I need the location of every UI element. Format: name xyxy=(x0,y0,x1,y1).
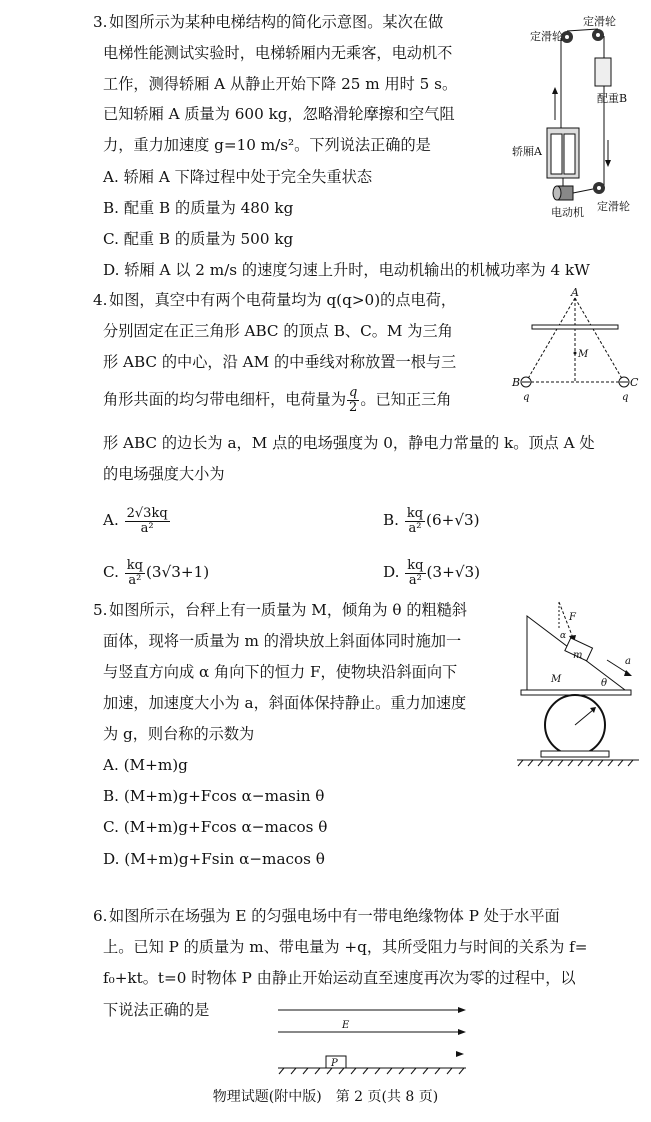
opt-label: C. xyxy=(103,563,119,581)
charged-rod xyxy=(532,325,618,329)
q5-option-b: B. (M+m)g+Fcos α−masin θ xyxy=(103,787,325,805)
opt-tail: (6+√3) xyxy=(426,511,480,529)
scale-dial xyxy=(545,695,605,755)
q4-line-4-text: 角形共面的均匀带电细杆，电荷量为 xyxy=(103,390,346,409)
label-accel: a xyxy=(625,656,631,667)
counterweight-block xyxy=(595,58,611,86)
opt-label: A. xyxy=(103,511,119,529)
frac-den: a² xyxy=(408,520,422,536)
q4-option-d xyxy=(383,557,480,588)
frac-num: kq xyxy=(126,557,143,573)
opt-label: B. xyxy=(383,511,399,529)
q6-number: 6. xyxy=(93,907,108,925)
label-b: B xyxy=(512,376,521,389)
motor-icon xyxy=(553,186,573,200)
q5-line-5: 为 g，则台称的示数为 xyxy=(103,725,255,743)
label-alpha: α xyxy=(560,631,567,641)
label-m-big: M xyxy=(551,674,562,685)
q3-line-4: 已知轿厢 A 质量为 600 kg，忽略滑轮摩擦和空气阻 xyxy=(103,105,455,123)
frac-den: a² xyxy=(140,520,154,536)
q3-line-3: 工作，测得轿厢 A 从静止开始下降 25 m 用时 5 s。 xyxy=(103,75,458,93)
q4-line-3: 形 ABC 的中心，沿 AM 的中垂线对称放置一根与三 xyxy=(103,353,457,371)
q4-number: 4. xyxy=(93,291,108,309)
q4-line-5: 形 ABC 的边长为 a，M 点的电场强度为 0，静电力常量的 k。顶点 A 处 xyxy=(103,434,595,452)
q3-option-c: C. 配重 B 的质量为 500 kg xyxy=(103,230,294,248)
label-c: C xyxy=(630,376,639,389)
frac-num: kq xyxy=(406,505,424,521)
pulley-bottom-icon xyxy=(593,182,605,194)
q5-line-4: 加速，加速度大小为 a，斜面体保持静止。重力加速度 xyxy=(103,694,467,712)
label-a: A xyxy=(571,286,579,299)
q3-elevator-figure xyxy=(512,10,645,220)
label-e: E xyxy=(342,1020,350,1031)
page-footer: 物理试题(附中版) 第 2 页(共 8 页) xyxy=(212,1089,439,1105)
opt-label: D. xyxy=(383,563,400,581)
opt-tail: (3√3+1) xyxy=(145,563,210,581)
q5-line-2: 面体，现将一质量为 m 的滑块放上斜面体同时施加一 xyxy=(103,632,462,650)
q6-line-3: f₀+kt。t=0 时物体 P 由静止开始运动直至速度再次为零的过程中，以 xyxy=(103,969,576,987)
q5-option-d: D. (M+m)g+Fsin α−macos θ xyxy=(103,850,325,868)
elevator-car xyxy=(547,128,579,178)
label-car: 轿厢A xyxy=(512,145,542,158)
label-pulley-bottom: 定滑轮 xyxy=(597,200,630,213)
q3-line-1: 如图所示为某种电梯结构的简化示意图。某次在做 xyxy=(109,13,444,31)
label-m: M xyxy=(578,349,589,360)
q5-scale-figure xyxy=(517,598,642,768)
label-qc: q xyxy=(622,392,629,403)
q3-number: 3. xyxy=(93,13,108,31)
label-counterweight: 配重B xyxy=(597,92,628,105)
q5-number: 5. xyxy=(93,601,108,619)
q4-option-c xyxy=(103,557,209,588)
frac-num: 2√3kq xyxy=(126,505,168,521)
q3-line-5: 力，重力加速度 g=10 m/s²。下列说法正确的是 xyxy=(103,136,431,154)
frac-num: kq xyxy=(407,557,424,573)
opt-tail: (3+√3) xyxy=(426,563,481,581)
q5-line-1: 如图所示，台秤上有一质量为 M，倾角为 θ 的粗糙斜 xyxy=(109,601,468,619)
q5-option-a: A. (M+m)g xyxy=(103,756,188,774)
label-m-small: m xyxy=(573,650,583,661)
frac-den: a² xyxy=(408,572,422,588)
label-pulley-right: 定滑轮 xyxy=(583,15,616,28)
q4-line-6: 的电场强度大小为 xyxy=(103,465,225,483)
frac-den: a² xyxy=(128,572,142,588)
q4-option-a xyxy=(103,505,171,536)
label-pulley-left: 定滑轮 xyxy=(530,30,563,43)
q3-option-a: A. 轿厢 A 下降过程中处于完全失重状态 xyxy=(103,168,373,186)
label-p: P xyxy=(331,1058,338,1069)
label-f: F xyxy=(569,612,576,623)
q4-line-1: 如图，真空中有两个电荷量均为 q(q>0)的点电荷， xyxy=(109,291,457,309)
q5-line-3: 与竖直方向成 α 角向下的恒力 F，使物块沿斜面向下 xyxy=(103,663,458,681)
pulley-right-icon xyxy=(592,29,604,41)
label-theta: θ xyxy=(601,678,608,689)
charge-b-icon xyxy=(521,377,531,387)
q3-line-2: 电梯性能测试实验时，电梯轿厢内无乘客，电动机不 xyxy=(103,44,453,62)
q6-field-figure xyxy=(274,1004,474,1076)
frac-den: 2 xyxy=(349,400,358,415)
frac-num: q xyxy=(349,385,358,400)
q4-line-4-tail: 。已知正三角 xyxy=(360,390,452,409)
q6-line-2: 上。已知 P 的质量为 m、带电量为 +q，其所受阻力与时间的关系为 f= xyxy=(103,938,588,956)
q3-option-b: B. 配重 B 的质量为 480 kg xyxy=(103,199,294,217)
q4-line-2: 分别固定在正三角形 ABC 的顶点 B、C。M 为三角 xyxy=(103,322,453,340)
q5-option-c: C. (M+m)g+Fcos α−macos θ xyxy=(103,818,328,836)
q6-line-1: 如图所示在场强为 E 的匀强电场中有一带电绝缘物体 P 处于水平面 xyxy=(109,907,560,925)
q6-line-4: 下说法正确的是 xyxy=(103,1001,210,1019)
label-motor: 电动机 xyxy=(551,206,584,219)
charge-c-icon xyxy=(619,377,629,387)
q4-charge-fraction xyxy=(347,386,359,415)
label-qb: q xyxy=(523,392,530,403)
q4-triangle-figure xyxy=(512,286,642,405)
q3-option-d: D. 轿厢 A 以 2 m/s 的速度匀速上升时，电动机输出的机械功率为 4 kW xyxy=(103,261,590,279)
q4-line-4 xyxy=(103,386,451,415)
q4-option-b xyxy=(383,505,480,536)
